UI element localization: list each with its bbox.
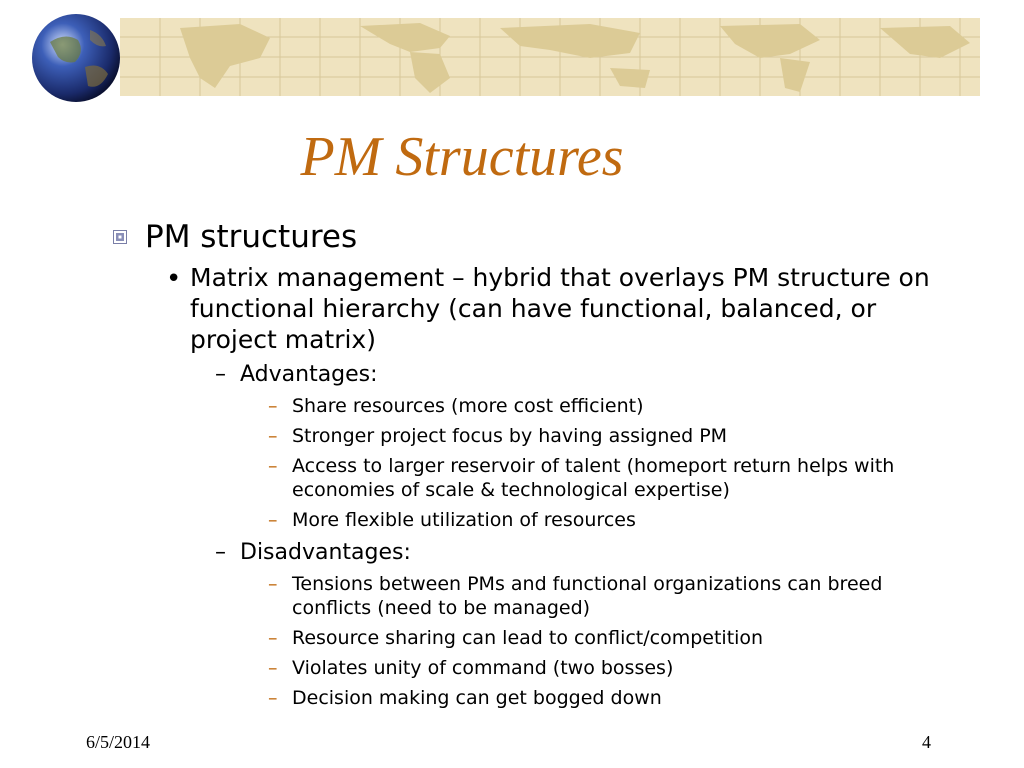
disadvantage-item: Resource sharing can lead to conflict/competition bbox=[292, 627, 764, 649]
disadvantage-item: Decision making can get bogged down bbox=[292, 687, 662, 709]
square-bullet-icon bbox=[113, 230, 127, 244]
disadvantages-label: Disadvantages: bbox=[240, 540, 411, 565]
dash-advantages: – bbox=[215, 362, 226, 387]
advantage-item: Access to larger reservoir of talent (homeport return helps with economies of scale & technological expertise) bbox=[292, 455, 895, 501]
bullet-dot: • bbox=[166, 264, 182, 294]
advantage-item: Stronger project focus by having assigned PM bbox=[292, 425, 728, 447]
advantage-item: Share resources (more cost efficient) bbox=[292, 395, 644, 417]
dash-dis-3: – bbox=[268, 657, 278, 679]
dash-disadvantages: – bbox=[215, 540, 226, 565]
disadvantage-item: Violates unity of command (two bosses) bbox=[292, 657, 674, 679]
slide-title: PM Structures bbox=[300, 126, 624, 188]
globe-icon bbox=[30, 12, 122, 104]
footer-date: 6/5/2014 bbox=[86, 732, 151, 752]
disadvantage-item: Tensions between PMs and functional organizations can breed conflicts (need to be managed) bbox=[292, 573, 883, 619]
advantages-label: Advantages: bbox=[240, 362, 378, 387]
page-number: 4 bbox=[922, 732, 931, 752]
world-map-banner bbox=[120, 18, 980, 96]
dash-dis-2: – bbox=[268, 627, 278, 649]
dash-dis-1: – bbox=[268, 573, 278, 595]
dash-dis-4: – bbox=[268, 687, 278, 709]
heading-pm-structures: PM structures bbox=[145, 219, 358, 255]
dash-adv-1: – bbox=[268, 395, 278, 417]
dash-adv-4: – bbox=[268, 509, 278, 531]
matrix-management-bullet: Matrix management – hybrid that overlays PM structure on functional hierarchy (can have functional, balanced, or project matrix) bbox=[190, 263, 930, 354]
header-banner bbox=[0, 0, 1024, 110]
dash-adv-2: – bbox=[268, 425, 278, 447]
advantage-item: More flexible utilization of resources bbox=[292, 509, 636, 531]
dash-adv-3: – bbox=[268, 455, 278, 477]
